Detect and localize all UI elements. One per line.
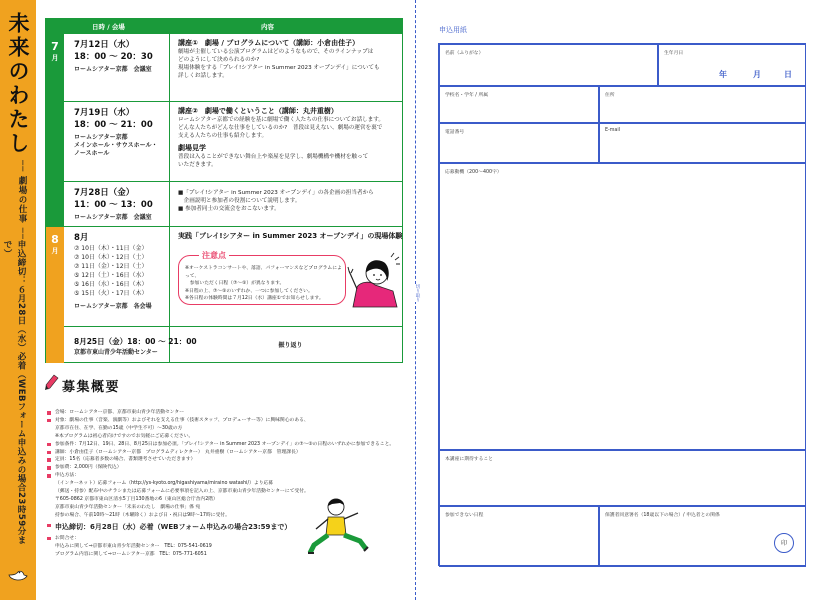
slot-line: ⑦ 10日（木）・12日（土） [74,254,148,261]
row-date: 7月28日（金） [74,188,135,198]
row-venue [74,134,169,158]
body-line: 普段は入ることができない舞台上や楽屋を見学し、劇場機構や機材を触って [178,154,369,160]
sidebar-title: 未来のわたし [6,12,30,156]
motive-field[interactable] [439,163,806,450]
recruitment-item: お問合せ： [45,535,405,543]
form-title: 申込用紙 [439,26,467,34]
venue-line: メインホール・サウスホール・ [74,142,158,149]
content-cell [170,182,403,226]
header-date-venue: 日時 / 会場 [92,23,125,31]
recruitment-item: 対象：劇場の仕事（音楽、演劇等）およびそれを支える仕事（技術スタッフ、プロデューサー等）に興味関心のある、 [45,417,405,425]
date-cell [64,34,170,101]
recruitment-item: 〒605-0862 京都市東山区清水5丁目130番地の6（東山区総合庁舎内2階） [55,496,218,502]
recruitment-item: （郵送・持参）配布中のチラシまたは応募フォームに必要事項を記入の上、京都市東山青少年活動センターにて受付。 [55,489,309,495]
phone-field[interactable] [439,123,599,163]
schedule-header [46,19,402,34]
bullet-line: ■ 参加者同士の交流会をおこないます。 [178,206,280,212]
recruitment-deadline: 申込締切：6月28日（水）必着（WEBフォーム申込みの場合23:59まで） [45,522,405,533]
year-label: 年 [719,70,727,79]
recruitment-item: ※本プログラムは初心者向けですのでお気軽にご応募ください。 [55,433,194,439]
body-line: 劇場が主催している公演プログラムはどのようなもので、そのラインナップは [178,49,374,55]
month-number: 8 [51,233,59,246]
notice-title: 注意点 [199,250,229,261]
subtitle: 劇場見学 [178,144,206,152]
notice-line: ※各日程の体験時間は７月12日（水）講座①でお知らせします。 [185,296,324,301]
birthdate-label: 生年月日 [664,51,684,56]
sidebar-subtitle: ── 劇場の仕事 ── [17,160,27,240]
recruitment-item: 会場：ロームシアター京都、京都市東山青少年活動センター [45,409,405,417]
content-cell [170,102,403,181]
recruitment-item: 参加費：2,000円（保険代込） [45,464,405,472]
date-cell [46,327,197,363]
notice-line: ※オーケストラコンサートや、落語、パフォーマンスなどプログラムによって、 [185,266,342,279]
address-field[interactable] [599,86,806,123]
notice-callout [178,251,346,305]
row-venue: ロームシアター京都 各会場 [74,303,152,310]
row-time: 18：00 〜 20：30 [74,52,153,62]
recruitment-item: 申込みに関して⇒京都市東山青少年活動センター TEL：075-541-0619 [55,543,212,549]
email-label: E-mail [605,128,621,133]
row-date: 7月12日（水） [74,40,135,50]
unavailable-dates-label: 参加できない日程 [445,513,484,518]
venue-line: ロームシアター京都 [74,134,128,141]
bullet-line: 企画説明と参加者の役割について説明します。 [178,198,301,204]
schedule-row [64,227,403,327]
recruitment-item: （インターネット）応募フォーム（http://ys-kyoto.org/higashiyama/miraino watashi/）より応募 [55,481,274,487]
bird-icon [7,566,29,582]
notice-body [185,265,345,303]
recruitment-item: プログラム内容に関して⇒ロームシアター京都 TEL：075-771-6051 [55,551,207,557]
expectation-field[interactable] [439,450,806,506]
month-unit: 月 [51,54,59,62]
lecture-title: 実践「プレイ!シアター in Summer 2023 オープンデイ」の現場体験 [178,232,403,240]
month-number: 7 [51,40,59,53]
venue-line: ノースホール [74,150,110,157]
row-time: 11：00 〜 13：00 [74,200,153,210]
month-unit: 月 [51,247,59,255]
schedule-table [45,18,403,363]
slot-line: ⑤ 15日（火）・17日（木） [74,290,148,297]
lecture-title: 講座② 劇場で働くということ（講師：丸井重樹） [178,107,338,115]
slot-line: ⑦ 11日（金）・12日（土） [74,263,148,270]
notice-line: 参加いただく日程（⑦〜⑤）が異なります。 [185,281,285,286]
school-label: 学校名・学年 / 所属 [445,93,489,98]
month-label: 月 [753,70,761,79]
date-cell [64,182,170,226]
content-cell [170,34,403,101]
lecture-title: 講座① 劇場 / プログラムについて（講師：小倉由佳子） [178,39,360,47]
email-field[interactable] [599,123,806,163]
guardian-consent-label: 保護者同意署名（18歳以下の場合）/ 申込者との関係 [605,513,720,518]
row-date: 8月25日（金）18：00 〜 21：00 [74,337,197,346]
schedule-row [64,102,403,182]
girl-illustration [347,251,403,309]
name-field[interactable] [439,44,658,86]
row-time: 18：00 〜 21：00 [74,120,153,130]
body-line: どんな人たちがどんな仕事をしているのか? 普段は見えない、劇場の運営を裏で [178,125,383,131]
phone-label: 電話番号 [445,130,465,135]
review-label: 振り返り [278,342,303,349]
recruitment-item: 京都市在住、在学、在勤の15歳（中学生不可）〜30歳の方 [55,425,183,431]
recruitment-item: 京都市東山青少年活動センター「未来のわたし 劇場の仕事」係 宛 [55,504,201,510]
slot-line: ⑤ 12日（土）・16日（水） [74,272,148,279]
recruitment-title: 募集概要 [62,380,121,395]
guardian-consent-field[interactable] [599,506,806,567]
schedule-row [46,327,403,363]
notice-line: ※日程の上、⑦〜⑤のいずれか、一つに参加してください。 [185,288,313,294]
row-date: 7月19日（水） [74,108,135,118]
recruitment-item: 持参の場合、午前10時〜21時（木曜除く）および日・祝日は9時〜17時に受付。 [55,512,230,518]
motive-label: 応募動機（200〜400字） [445,170,502,175]
expectation-label: 本講座に期待すること [445,457,493,462]
bullet-line: ■「プレイ!シアター in Summer 2023 オープンデイ」の各企画の担当者から [178,190,374,196]
body-line: 支える人たちの仕事も紹介します。 [178,133,268,139]
recruitment-item: 申込方法： [45,472,405,480]
name-label: 名前（ふりがな） [445,51,484,56]
sidebar [0,0,36,600]
slot-line: ⑤ 16日（水）・16日（木） [74,281,148,288]
content-cell [170,227,403,326]
birthdate-field[interactable] [658,44,806,86]
row-venue: ロームシアター京都 会議室 [74,214,152,221]
school-field[interactable] [439,86,599,123]
body-line: 現場体験をする「プレイ!シアター in Summer 2023 オープンデイ」についても [178,65,380,71]
recruitment-item: 参加条件：7月12日、19日、28日、8月25日は参加必須。「プレイ!シアター in Summer 2023 オープンデイ」の⑦〜⑤の日程のいずれかに参加できること。 [45,441,405,449]
month-july [46,34,64,227]
date-cell [64,227,170,326]
pencil-icon [45,374,59,390]
recruitment-item: 定員：15名（応募者多数の場合、書類選考させていただきます） [45,456,405,464]
body-line: ロームシアター京都での経験を基に劇場で働く人たちの仕事についてお話します。 [178,117,385,123]
cut-label: 切り取り [412,284,420,302]
boy-illustration [306,495,370,557]
seal-stamp: 印 [774,533,794,553]
schedule-row [64,182,403,227]
address-label: 住所 [605,93,615,98]
row-venue: ロームシアター京都 会議室 [74,66,152,73]
sidebar-deadline: 申込締切：６月28日（水）必着（WEBフォーム申込みの場合23時59分まで） [2,240,26,545]
body-line: 詳しくお話します。 [178,73,228,79]
body-line: いただきます。 [178,162,217,168]
date-cell [64,102,170,181]
slot-line: ⑦ 10日（木）・11日（金） [74,245,148,252]
day-label: 日 [784,70,792,79]
schedule-row [64,34,403,102]
row-date: 8月 [74,233,89,243]
unavailable-dates-field[interactable] [439,506,599,567]
row-venue: 京都市東山青少年活動センター [74,349,158,356]
body-line: どのようにして決められるのか? [178,57,260,63]
content-cell [170,327,403,363]
recruitment-item: 講師：小倉由佳子（ロームシアター京都 プログラムディレクター） 丸井重樹（ロームシアター京都 管理課長） [45,449,405,457]
application-form [438,43,806,566]
header-content: 内容 [261,23,274,31]
